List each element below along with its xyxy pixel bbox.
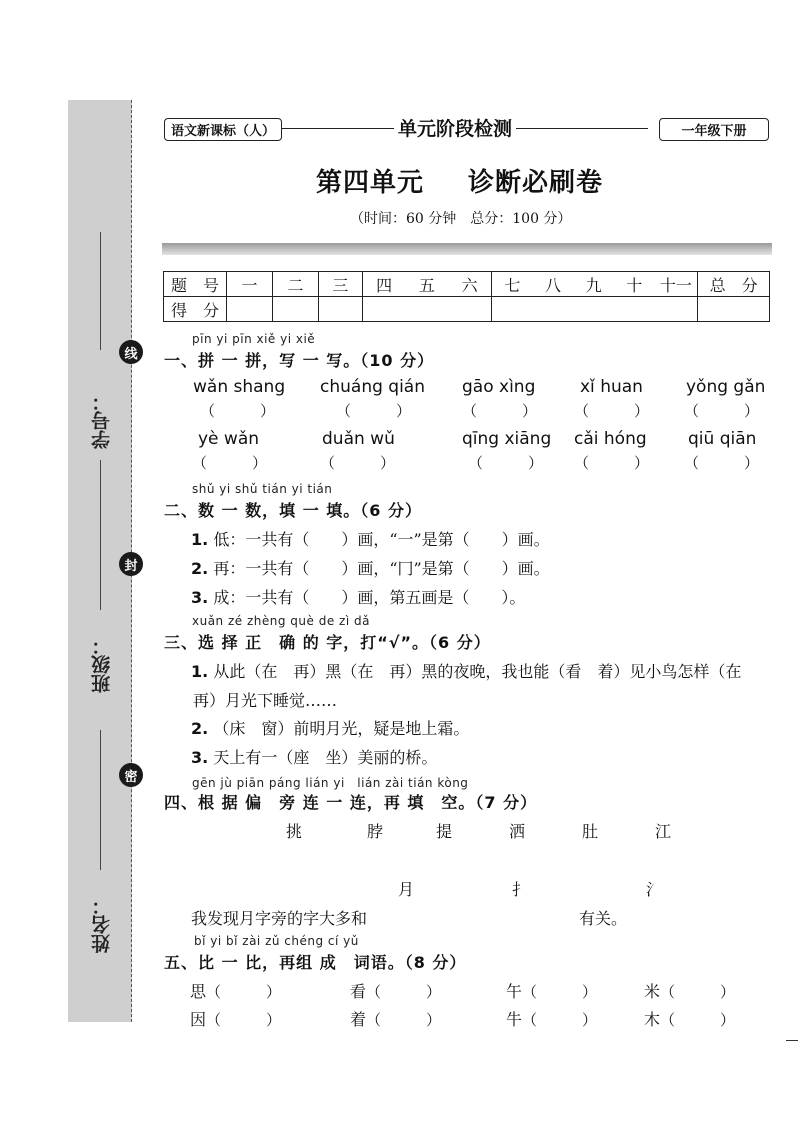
match-char[interactable]: 洒 bbox=[509, 822, 526, 841]
question-3-1-cont: 再）月光下睡觉…… bbox=[193, 691, 338, 710]
answer-blank[interactable]: （ ） bbox=[574, 402, 650, 420]
score-table-score-row bbox=[164, 297, 770, 322]
question-text: 成：一共有（ ）画，第五画是（ ）。 bbox=[213, 588, 526, 607]
score-input[interactable] bbox=[698, 297, 770, 322]
answer-blank[interactable]: （ ） bbox=[522, 1011, 598, 1029]
question-2-3 bbox=[191, 585, 525, 608]
answer-blank[interactable]: （ ） bbox=[684, 402, 760, 420]
score-cell: 三 bbox=[318, 272, 362, 297]
pinyin-word: wǎn shang bbox=[193, 377, 286, 397]
score-cell: 总 分 bbox=[698, 272, 770, 297]
page-subtitle: （时间：60 分钟 总分：100 分） bbox=[350, 211, 572, 227]
score-input[interactable] bbox=[318, 297, 362, 322]
student-no-label: 学号： bbox=[91, 392, 113, 449]
question-3-1 bbox=[191, 659, 741, 682]
score-cell: 一 bbox=[227, 272, 273, 297]
page-title-name: 诊断必刷卷 bbox=[468, 168, 604, 198]
section-2-pinyin: shǔ yi shǔ tián yi tián bbox=[192, 482, 333, 496]
answer-blank[interactable]: （ ） bbox=[206, 983, 282, 1001]
class-line bbox=[100, 460, 101, 610]
page-title-unit: 第四单元 bbox=[316, 168, 425, 198]
answer-blank[interactable]: （ ） bbox=[684, 454, 760, 472]
answer-blank[interactable]: （ ） bbox=[660, 1011, 736, 1029]
name-label: 姓名： bbox=[91, 896, 113, 953]
curriculum-tag: 语文新课标（人） bbox=[164, 118, 282, 141]
pinyin-word: yè wǎn bbox=[198, 429, 260, 449]
answer-blank[interactable]: （ ） bbox=[336, 402, 412, 420]
section-1-title: 一、拼 一 拼，写 一 写。（10 分） bbox=[164, 351, 435, 370]
question-number: 2. bbox=[191, 559, 209, 578]
score-cell: 四 bbox=[362, 272, 405, 297]
student-no-line bbox=[100, 232, 101, 350]
answer-blank[interactable]: （ ） bbox=[522, 983, 598, 1001]
question-number: 1. bbox=[191, 530, 209, 549]
fill-blank-space[interactable] bbox=[383, 906, 573, 928]
match-radical[interactable]: 氵 bbox=[646, 880, 663, 899]
question-text: （床 窗）前明月光，疑是地上霜。 bbox=[213, 719, 470, 738]
score-cell: 十一 bbox=[655, 272, 698, 297]
answer-blank[interactable]: （ ） bbox=[200, 402, 276, 420]
class-label: 班级： bbox=[91, 636, 113, 693]
question-2-1 bbox=[191, 527, 550, 550]
match-radical[interactable]: 月 bbox=[398, 880, 415, 899]
section-4-title: 四、根 据 偏 旁 连 一 连，再 填 空。（7 分） bbox=[164, 793, 538, 812]
question-number: 3. bbox=[191, 588, 209, 607]
section-5-pinyin: bǐ yi bǐ zài zǔ chéng cí yǔ bbox=[194, 934, 359, 948]
score-cell: 五 bbox=[406, 272, 449, 297]
answer-blank[interactable]: （ ） bbox=[206, 1011, 282, 1029]
score-cell: 九 bbox=[573, 272, 614, 297]
match-char[interactable]: 江 bbox=[655, 822, 672, 841]
score-cell: 八 bbox=[533, 272, 574, 297]
score-cell: 二 bbox=[273, 272, 319, 297]
header-center-title: 单元阶段检测 bbox=[394, 114, 516, 141]
score-table bbox=[163, 271, 770, 322]
name-line bbox=[100, 730, 101, 870]
question-text: 天上有一（座 坐）美丽的桥。 bbox=[213, 748, 438, 767]
compare-word-top: 看（ ） bbox=[350, 982, 442, 1001]
score-cell: 题 号 bbox=[164, 272, 227, 297]
section-1-pinyin: pīn yi pīn xiě yi xiě bbox=[192, 332, 316, 346]
score-table-header-row bbox=[164, 272, 770, 297]
answer-blank[interactable]: （ ） bbox=[462, 402, 538, 420]
pinyin-word: chuáng qián bbox=[320, 377, 425, 397]
score-input[interactable] bbox=[227, 297, 273, 322]
answer-blank[interactable]: （ ） bbox=[468, 454, 544, 472]
score-cell: 六 bbox=[448, 272, 491, 297]
pinyin-word: cǎi hóng bbox=[574, 429, 647, 449]
answer-blank[interactable]: （ ） bbox=[660, 983, 736, 1001]
answer-blank[interactable]: （ ） bbox=[574, 454, 650, 472]
compare-word-bottom: 牛（ ） bbox=[506, 1010, 598, 1029]
score-cell: 七 bbox=[492, 272, 533, 297]
compare-word-top: 思（ ） bbox=[190, 982, 282, 1001]
compare-word-top: 米（ ） bbox=[644, 982, 736, 1001]
compare-word-bottom: 因（ ） bbox=[190, 1010, 282, 1029]
pinyin-word: duǎn wǔ bbox=[322, 429, 395, 449]
match-radical[interactable]: 扌 bbox=[512, 880, 529, 899]
pinyin-word: xǐ huan bbox=[580, 377, 643, 397]
answer-blank[interactable]: （ ） bbox=[192, 454, 268, 472]
compare-word-top: 午（ ） bbox=[506, 982, 598, 1001]
question-number: 2. bbox=[191, 719, 209, 738]
question-3-2 bbox=[191, 716, 469, 739]
grade-tag: 一年级下册 bbox=[659, 118, 769, 141]
section-2-title: 二、数 一 数，填 一 填。（6 分） bbox=[164, 501, 422, 520]
answer-blank[interactable]: （ ） bbox=[366, 1011, 442, 1029]
question-3-3 bbox=[191, 745, 437, 768]
question-text: 再：一共有（ ）画，“冂”是第（ ）画。 bbox=[213, 559, 550, 578]
question-text: 低：一共有（ ）画，“一”是第（ ）画。 bbox=[213, 530, 550, 549]
pinyin-word: qiū qiān bbox=[688, 429, 757, 449]
score-row-label: 得 分 bbox=[164, 297, 227, 322]
section-4-pinyin: gēn jù piān páng lián yi lián zài tián kòng bbox=[192, 776, 469, 790]
compare-word-bottom: 木（ ） bbox=[644, 1010, 736, 1029]
section-3-title: 三、选 择 正 确 的 字，打“√”。（6 分） bbox=[164, 633, 491, 652]
question-2-2 bbox=[191, 556, 550, 579]
question-number: 3. bbox=[191, 748, 209, 767]
answer-blank[interactable]: （ ） bbox=[320, 454, 396, 472]
pinyin-word: qīng xiāng bbox=[462, 429, 552, 449]
seal-seal-mark: 封 bbox=[119, 552, 143, 576]
question-text: 从此（在 再）黑（在 再）黑的夜晚，我也能（看 着）见小鸟怎样（在 bbox=[213, 662, 742, 681]
match-char[interactable]: 提 bbox=[436, 822, 453, 841]
match-char[interactable]: 挑 bbox=[286, 822, 303, 841]
score-cell: 十 bbox=[614, 272, 655, 297]
score-input[interactable] bbox=[273, 297, 319, 322]
seal-line-mark: 线 bbox=[119, 340, 143, 364]
fill-sentence-end: 有关。 bbox=[579, 909, 628, 928]
match-char[interactable]: 肚 bbox=[582, 822, 599, 841]
header-bar bbox=[162, 243, 772, 255]
pinyin-word: gāo xìng bbox=[462, 377, 536, 397]
question-number: 1. bbox=[191, 662, 209, 681]
compare-word-bottom: 着（ ） bbox=[350, 1010, 442, 1029]
section-3-pinyin: xuǎn zé zhèng què de zì dǎ bbox=[192, 614, 370, 628]
score-input[interactable] bbox=[362, 297, 491, 322]
page-edge-mark bbox=[786, 1040, 798, 1041]
score-input[interactable] bbox=[492, 297, 698, 322]
match-char[interactable]: 脖 bbox=[367, 822, 384, 841]
answer-blank[interactable]: （ ） bbox=[366, 983, 442, 1001]
seal-secret-mark: 密 bbox=[119, 763, 143, 787]
fill-sentence-start: 我发现月字旁的字大多和 bbox=[191, 909, 368, 928]
section-5-title: 五、比 一 比，再组 成 词语。（8 分） bbox=[164, 953, 467, 972]
pinyin-word: yǒng gǎn bbox=[686, 377, 766, 397]
